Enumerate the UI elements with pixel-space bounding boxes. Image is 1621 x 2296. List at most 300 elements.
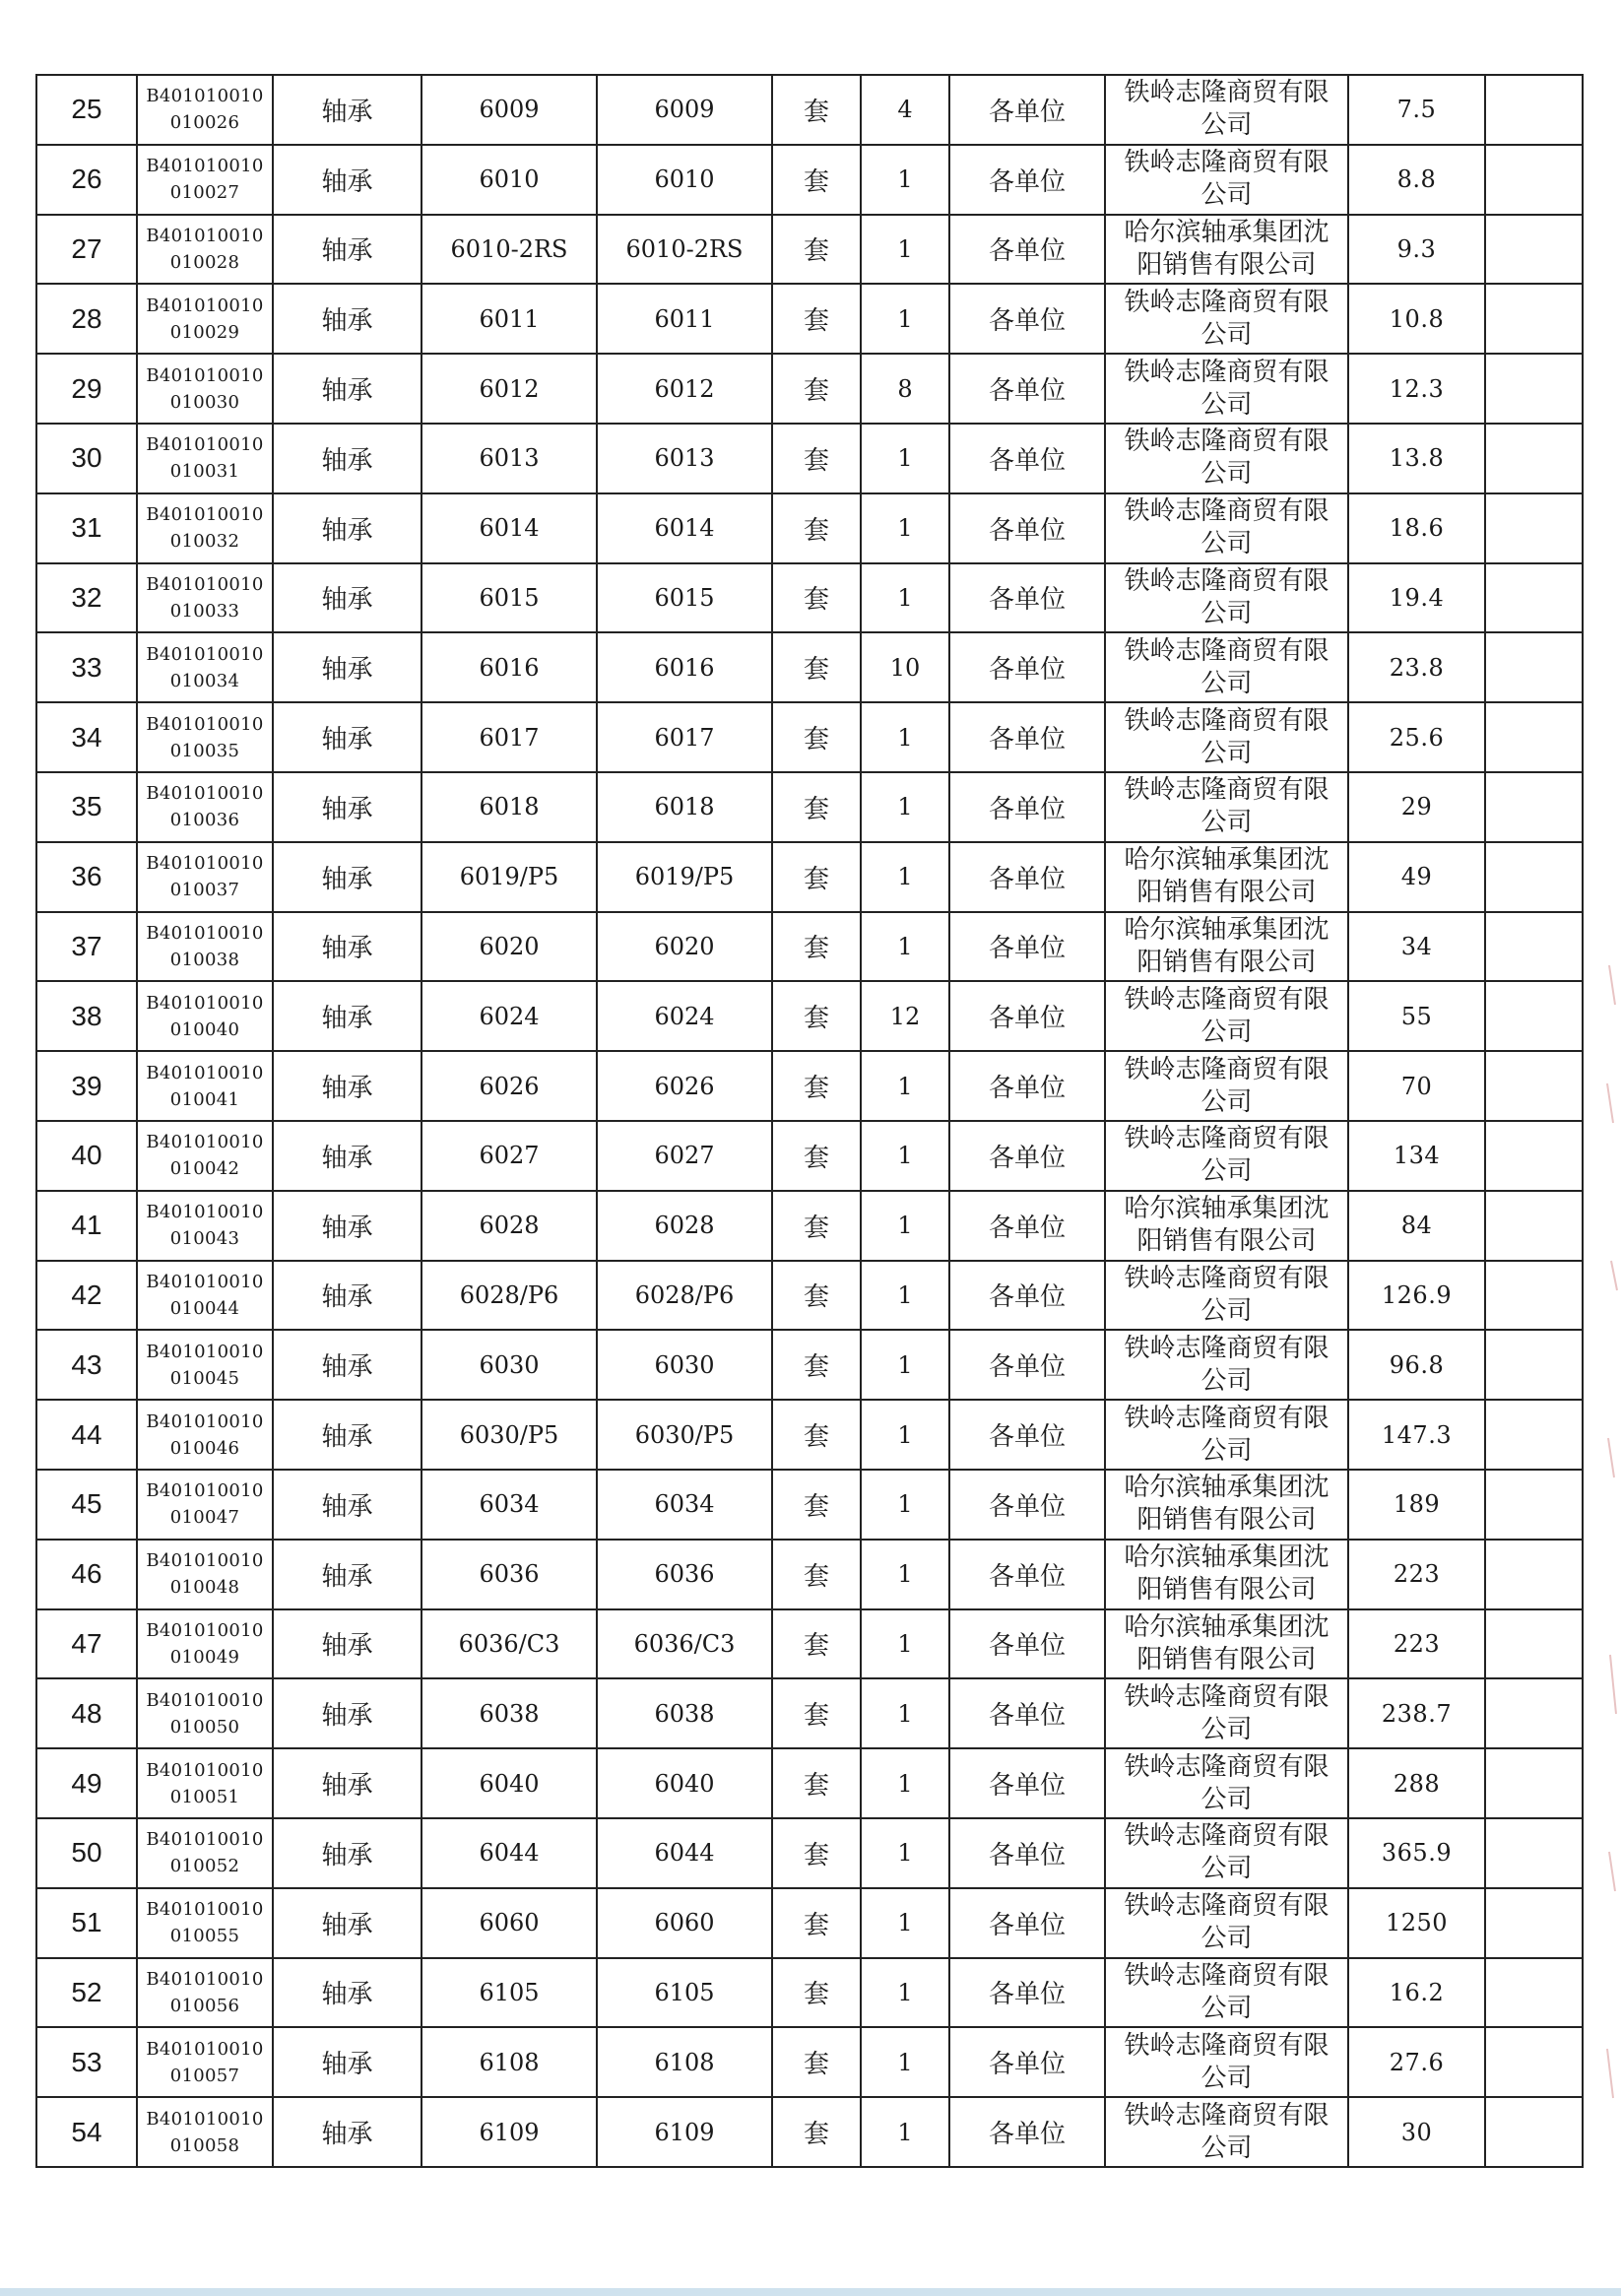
quantity-cell: 1	[861, 1748, 949, 1818]
supplier-cell-line: 铁岭志隆商贸有限	[1124, 148, 1329, 178]
material-code-line: B401010010	[146, 992, 264, 1014]
material-code-line: 010029	[169, 321, 240, 343]
model-cell: 6009	[597, 75, 772, 145]
department-cell: 各单位	[949, 1748, 1105, 1818]
note-cell	[1485, 145, 1583, 215]
material-name: 轴承	[273, 1191, 421, 1261]
department-cell: 各单位	[949, 702, 1105, 772]
department-cell: 各单位	[949, 1261, 1105, 1331]
unit-cell: 套	[772, 1121, 861, 1191]
material-code-line: B401010010	[146, 853, 264, 875]
price-cell: 126.9	[1348, 1261, 1485, 1331]
spec-cell: 6040	[421, 1748, 597, 1818]
quantity-cell: 12	[861, 981, 949, 1051]
material-code-line: B401010010	[146, 2108, 264, 2130]
note-cell	[1485, 493, 1583, 563]
spec-cell: 6012	[421, 354, 597, 424]
unit-cell: 套	[772, 632, 861, 702]
model-cell: 6017	[597, 702, 772, 772]
price-cell: 12.3	[1348, 354, 1485, 424]
table-row	[36, 772, 1583, 842]
model-cell: 6030/P5	[597, 1400, 772, 1470]
material-code-line: 010052	[169, 1856, 240, 1877]
spec-cell: 6019/P5	[421, 842, 597, 912]
supplier-cell-line: 公司	[1200, 1993, 1253, 2023]
material-code	[137, 1121, 273, 1191]
unit-cell: 套	[772, 2097, 861, 2167]
department-cell: 各单位	[949, 1121, 1105, 1191]
department-cell: 各单位	[949, 284, 1105, 354]
spec-cell: 6027	[421, 1121, 597, 1191]
row-number: 27	[36, 215, 137, 285]
material-code-line: 010057	[169, 2065, 240, 2086]
supplier-cell-line: 铁岭志隆商贸有限	[1124, 565, 1329, 596]
material-name: 轴承	[273, 1051, 421, 1121]
material-code	[137, 1888, 273, 1958]
supplier-cell-line: 铁岭志隆商贸有限	[1124, 78, 1329, 108]
price-cell: 27.6	[1348, 2027, 1485, 2097]
table-row	[36, 424, 1583, 493]
material-code-line: 010037	[169, 880, 240, 901]
price-cell: 19.4	[1348, 563, 1485, 633]
unit-cell: 套	[772, 424, 861, 493]
material-code-line: B401010010	[146, 225, 264, 246]
material-name: 轴承	[273, 981, 421, 1051]
table-row	[36, 1748, 1583, 1818]
material-name: 轴承	[273, 424, 421, 493]
material-name: 轴承	[273, 493, 421, 563]
row-number: 25	[36, 75, 137, 145]
spec-cell: 6044	[421, 1818, 597, 1888]
department-cell: 各单位	[949, 1678, 1105, 1748]
material-code-line: B401010010	[146, 1829, 264, 1851]
supplier-cell-line: 哈尔滨轴承集团沈	[1124, 1611, 1329, 1642]
table-row	[36, 145, 1583, 215]
material-code	[137, 1678, 273, 1748]
note-cell	[1485, 1888, 1583, 1958]
supplier-cell-line: 公司	[1200, 529, 1253, 559]
supplier-cell	[1105, 1261, 1348, 1331]
supplier-cell-line: 铁岭志隆商贸有限	[1124, 426, 1329, 457]
supplier-cell-line: 铁岭志隆商贸有限	[1124, 705, 1329, 736]
material-code	[137, 1818, 273, 1888]
model-cell: 6010	[597, 145, 772, 215]
unit-cell: 套	[772, 215, 861, 285]
material-name: 轴承	[273, 912, 421, 982]
material-code-line: 010041	[169, 1088, 240, 1110]
model-cell: 6010-2RS	[597, 215, 772, 285]
quantity-cell: 1	[861, 1191, 949, 1261]
material-code-line: 010043	[169, 1228, 240, 1250]
supplier-cell-line: 铁岭志隆商贸有限	[1124, 287, 1329, 317]
unit-cell: 套	[772, 1051, 861, 1121]
note-cell	[1485, 912, 1583, 982]
quantity-cell: 4	[861, 75, 949, 145]
material-name: 轴承	[273, 1121, 421, 1191]
supplier-cell	[1105, 563, 1348, 633]
spec-cell: 6010	[421, 145, 597, 215]
price-cell: 34	[1348, 912, 1485, 982]
material-code	[137, 842, 273, 912]
note-cell	[1485, 1470, 1583, 1540]
supplier-cell-line: 阳销售有限公司	[1136, 1644, 1317, 1674]
row-number: 46	[36, 1540, 137, 1609]
spec-cell: 6109	[421, 2097, 597, 2167]
spec-cell: 6013	[421, 424, 597, 493]
row-number: 36	[36, 842, 137, 912]
supplier-cell-line: 哈尔滨轴承集团沈	[1124, 1473, 1329, 1503]
supplier-cell-line: 阳销售有限公司	[1136, 947, 1317, 977]
supplier-cell-line: 铁岭志隆商贸有限	[1124, 635, 1329, 666]
table-row	[36, 1818, 1583, 1888]
model-cell: 6109	[597, 2097, 772, 2167]
supplier-cell-line: 阳销售有限公司	[1136, 1575, 1317, 1606]
row-number: 30	[36, 424, 137, 493]
unit-cell: 套	[772, 981, 861, 1051]
material-code	[137, 563, 273, 633]
spec-cell: 6026	[421, 1051, 597, 1121]
material-code-line: B401010010	[146, 504, 264, 526]
supplier-cell-line: 铁岭志隆商贸有限	[1124, 357, 1329, 387]
supplier-cell-line: 铁岭志隆商贸有限	[1124, 984, 1329, 1015]
note-cell	[1485, 215, 1583, 285]
table-row	[36, 215, 1583, 285]
supplier-cell-line: 铁岭志隆商贸有限	[1124, 2030, 1329, 2061]
note-cell	[1485, 1958, 1583, 2028]
row-number: 45	[36, 1470, 137, 1540]
note-cell	[1485, 1261, 1583, 1331]
row-number: 38	[36, 981, 137, 1051]
material-name: 轴承	[273, 1470, 421, 1540]
price-cell: 147.3	[1348, 1400, 1485, 1470]
supplier-cell-line: 铁岭志隆商贸有限	[1124, 1263, 1329, 1293]
supplier-cell	[1105, 981, 1348, 1051]
row-number: 51	[36, 1888, 137, 1958]
quantity-cell: 1	[861, 702, 949, 772]
spec-cell: 6018	[421, 772, 597, 842]
material-code-line: B401010010	[146, 434, 264, 456]
table-row	[36, 1121, 1583, 1191]
material-code-line: 010058	[169, 2134, 240, 2156]
model-cell: 6040	[597, 1748, 772, 1818]
model-cell: 6105	[597, 1958, 772, 2028]
price-cell: 365.9	[1348, 1818, 1485, 1888]
material-code	[137, 424, 273, 493]
price-cell: 29	[1348, 772, 1485, 842]
material-code-line: B401010010	[146, 1202, 264, 1223]
material-code	[137, 1191, 273, 1261]
supplier-cell	[1105, 842, 1348, 912]
material-name: 轴承	[273, 145, 421, 215]
material-code	[137, 215, 273, 285]
supplier-cell-line: 公司	[1200, 459, 1253, 490]
department-cell: 各单位	[949, 632, 1105, 702]
material-code-line: B401010010	[146, 2038, 264, 2060]
material-code-line: B401010010	[146, 1899, 264, 1921]
price-cell: 96.8	[1348, 1330, 1485, 1400]
supplier-cell	[1105, 1540, 1348, 1609]
supplier-cell-line: 公司	[1200, 389, 1253, 420]
supplier-cell	[1105, 702, 1348, 772]
material-code-line: 010056	[169, 1995, 240, 2016]
row-number: 53	[36, 2027, 137, 2097]
material-name: 轴承	[273, 75, 421, 145]
supplier-cell-line: 哈尔滨轴承集团沈	[1124, 1194, 1329, 1224]
spec-cell: 6009	[421, 75, 597, 145]
department-cell: 各单位	[949, 2097, 1105, 2167]
table-row	[36, 75, 1583, 145]
row-number: 26	[36, 145, 137, 215]
unit-cell: 套	[772, 1748, 861, 1818]
supplier-cell-line: 公司	[1200, 1156, 1253, 1187]
material-code	[137, 354, 273, 424]
material-code-line: B401010010	[146, 295, 264, 316]
price-cell: 10.8	[1348, 284, 1485, 354]
quantity-cell: 1	[861, 1678, 949, 1748]
material-code-line: 010051	[169, 1786, 240, 1807]
table-row	[36, 1191, 1583, 1261]
supplier-cell-line: 铁岭志隆商贸有限	[1124, 2100, 1329, 2131]
price-cell: 8.8	[1348, 145, 1485, 215]
model-cell: 6014	[597, 493, 772, 563]
table-row	[36, 702, 1583, 772]
supplier-cell	[1105, 1888, 1348, 1958]
material-name: 轴承	[273, 215, 421, 285]
material-code	[137, 1470, 273, 1540]
quantity-cell: 1	[861, 1609, 949, 1679]
supplier-cell	[1105, 632, 1348, 702]
material-code-line: 010050	[169, 1716, 240, 1738]
model-cell: 6020	[597, 912, 772, 982]
model-cell: 6028	[597, 1191, 772, 1261]
supplier-cell	[1105, 1051, 1348, 1121]
model-cell: 6015	[597, 563, 772, 633]
material-code	[137, 1051, 273, 1121]
note-cell	[1485, 424, 1583, 493]
quantity-cell: 1	[861, 145, 949, 215]
supplier-cell-line: 哈尔滨轴承集团沈	[1124, 914, 1329, 945]
unit-cell: 套	[772, 75, 861, 145]
quantity-cell: 1	[861, 912, 949, 982]
unit-cell: 套	[772, 772, 861, 842]
material-code	[137, 1748, 273, 1818]
spec-cell: 6038	[421, 1678, 597, 1748]
spec-cell: 6020	[421, 912, 597, 982]
spec-cell: 6060	[421, 1888, 597, 1958]
supplier-cell-line: 公司	[1200, 668, 1253, 698]
note-cell	[1485, 702, 1583, 772]
supplier-cell	[1105, 1191, 1348, 1261]
supplier-cell	[1105, 75, 1348, 145]
material-code	[137, 2027, 273, 2097]
material-code	[137, 2097, 273, 2167]
row-number: 49	[36, 1748, 137, 1818]
material-name: 轴承	[273, 632, 421, 702]
row-number: 35	[36, 772, 137, 842]
supplier-cell-line: 铁岭志隆商贸有限	[1124, 1891, 1329, 1922]
price-cell: 223	[1348, 1540, 1485, 1609]
material-code-line: B401010010	[146, 922, 264, 944]
supplier-cell	[1105, 912, 1348, 982]
model-cell: 6028/P6	[597, 1261, 772, 1331]
department-cell: 各单位	[949, 145, 1105, 215]
supplier-cell-line: 公司	[1200, 1714, 1253, 1744]
supplier-cell-line: 公司	[1200, 738, 1253, 768]
supplier-cell	[1105, 1609, 1348, 1679]
material-code	[137, 1330, 273, 1400]
table-row	[36, 1958, 1583, 2028]
price-cell: 223	[1348, 1609, 1485, 1679]
note-cell	[1485, 632, 1583, 702]
department-cell: 各单位	[949, 1470, 1105, 1540]
note-cell	[1485, 2027, 1583, 2097]
bearing-price-table	[35, 74, 1584, 2168]
material-code-line: 010033	[169, 600, 240, 622]
note-cell	[1485, 2097, 1583, 2167]
supplier-cell-line: 铁岭志隆商贸有限	[1124, 1333, 1329, 1363]
material-code-line: B401010010	[146, 1410, 264, 1432]
quantity-cell: 1	[861, 563, 949, 633]
unit-cell: 套	[772, 1330, 861, 1400]
material-name: 轴承	[273, 284, 421, 354]
table-row	[36, 1051, 1583, 1121]
price-cell: 9.3	[1348, 215, 1485, 285]
department-cell: 各单位	[949, 772, 1105, 842]
unit-cell: 套	[772, 284, 861, 354]
spec-cell: 6036/C3	[421, 1609, 597, 1679]
department-cell: 各单位	[949, 75, 1105, 145]
material-code-line: B401010010	[146, 713, 264, 735]
price-cell: 55	[1348, 981, 1485, 1051]
note-cell	[1485, 1540, 1583, 1609]
material-code-line: 010027	[169, 182, 240, 204]
spec-cell: 6028	[421, 1191, 597, 1261]
material-code	[137, 1400, 273, 1470]
department-cell: 各单位	[949, 563, 1105, 633]
model-cell: 6060	[597, 1888, 772, 1958]
supplier-cell-line: 铁岭志隆商贸有限	[1124, 496, 1329, 527]
material-name: 轴承	[273, 1888, 421, 1958]
material-code	[137, 1958, 273, 2028]
supplier-cell-line: 公司	[1200, 1365, 1253, 1396]
material-code-line: 010040	[169, 1018, 240, 1040]
department-cell: 各单位	[949, 842, 1105, 912]
quantity-cell: 1	[861, 1051, 949, 1121]
department-cell: 各单位	[949, 424, 1105, 493]
supplier-cell	[1105, 2097, 1348, 2167]
row-number: 44	[36, 1400, 137, 1470]
table-row	[36, 354, 1583, 424]
table-row	[36, 1609, 1583, 1679]
price-cell: 288	[1348, 1748, 1485, 1818]
spec-cell: 6108	[421, 2027, 597, 2097]
material-name: 轴承	[273, 354, 421, 424]
material-name: 轴承	[273, 1330, 421, 1400]
department-cell: 各单位	[949, 1888, 1105, 1958]
supplier-cell-line: 铁岭志隆商贸有限	[1124, 1821, 1329, 1852]
quantity-cell: 8	[861, 354, 949, 424]
price-cell: 13.8	[1348, 424, 1485, 493]
department-cell: 各单位	[949, 215, 1105, 285]
material-code	[137, 1609, 273, 1679]
quantity-cell: 1	[861, 493, 949, 563]
quantity-cell: 1	[861, 1958, 949, 2028]
model-cell: 6018	[597, 772, 772, 842]
material-name: 轴承	[273, 1958, 421, 2028]
supplier-cell-line: 阳销售有限公司	[1136, 878, 1317, 908]
spec-cell: 6015	[421, 563, 597, 633]
material-code-line: 010048	[169, 1577, 240, 1599]
price-cell: 70	[1348, 1051, 1485, 1121]
table-body	[36, 75, 1583, 2167]
supplier-cell	[1105, 145, 1348, 215]
material-code	[137, 145, 273, 215]
material-code-line: B401010010	[146, 1550, 264, 1572]
note-cell	[1485, 284, 1583, 354]
model-cell: 6108	[597, 2027, 772, 2097]
model-cell: 6019/P5	[597, 842, 772, 912]
department-cell: 各单位	[949, 2027, 1105, 2097]
model-cell: 6026	[597, 1051, 772, 1121]
material-code-line: 010038	[169, 949, 240, 970]
quantity-cell: 1	[861, 215, 949, 285]
supplier-cell-line: 哈尔滨轴承集团沈	[1124, 217, 1329, 247]
supplier-cell	[1105, 1330, 1348, 1400]
price-cell: 84	[1348, 1191, 1485, 1261]
supplier-cell	[1105, 1748, 1348, 1818]
material-name: 轴承	[273, 772, 421, 842]
row-number: 50	[36, 1818, 137, 1888]
quantity-cell: 1	[861, 2027, 949, 2097]
quantity-cell: 1	[861, 1330, 949, 1400]
material-name: 轴承	[273, 1818, 421, 1888]
material-code-line: 010031	[169, 461, 240, 483]
department-cell: 各单位	[949, 1540, 1105, 1609]
department-cell: 各单位	[949, 1400, 1105, 1470]
unit-cell: 套	[772, 1191, 861, 1261]
model-cell: 6011	[597, 284, 772, 354]
supplier-cell-line: 铁岭志隆商贸有限	[1124, 1124, 1329, 1154]
material-code-line: 010046	[169, 1437, 240, 1459]
row-number: 39	[36, 1051, 137, 1121]
supplier-cell-line: 公司	[1200, 2063, 1253, 2093]
material-code-line: B401010010	[146, 1132, 264, 1153]
supplier-cell-line: 公司	[1200, 1924, 1253, 1954]
table-row	[36, 2027, 1583, 2097]
table-row	[36, 912, 1583, 982]
model-cell: 6036/C3	[597, 1609, 772, 1679]
unit-cell: 套	[772, 563, 861, 633]
material-code	[137, 702, 273, 772]
department-cell: 各单位	[949, 912, 1105, 982]
material-name: 轴承	[273, 1400, 421, 1470]
note-cell	[1485, 1051, 1583, 1121]
material-code-line: B401010010	[146, 573, 264, 595]
quantity-cell: 1	[861, 1261, 949, 1331]
note-cell	[1485, 842, 1583, 912]
quantity-cell: 1	[861, 1470, 949, 1540]
supplier-cell-line: 公司	[1200, 2132, 1253, 2163]
table-row	[36, 632, 1583, 702]
material-name: 轴承	[273, 842, 421, 912]
material-code-line: B401010010	[146, 1759, 264, 1781]
price-cell: 30	[1348, 2097, 1485, 2167]
supplier-cell	[1105, 2027, 1348, 2097]
model-cell: 6027	[597, 1121, 772, 1191]
table-row	[36, 1678, 1583, 1748]
row-number: 52	[36, 1958, 137, 2028]
spec-cell: 6011	[421, 284, 597, 354]
